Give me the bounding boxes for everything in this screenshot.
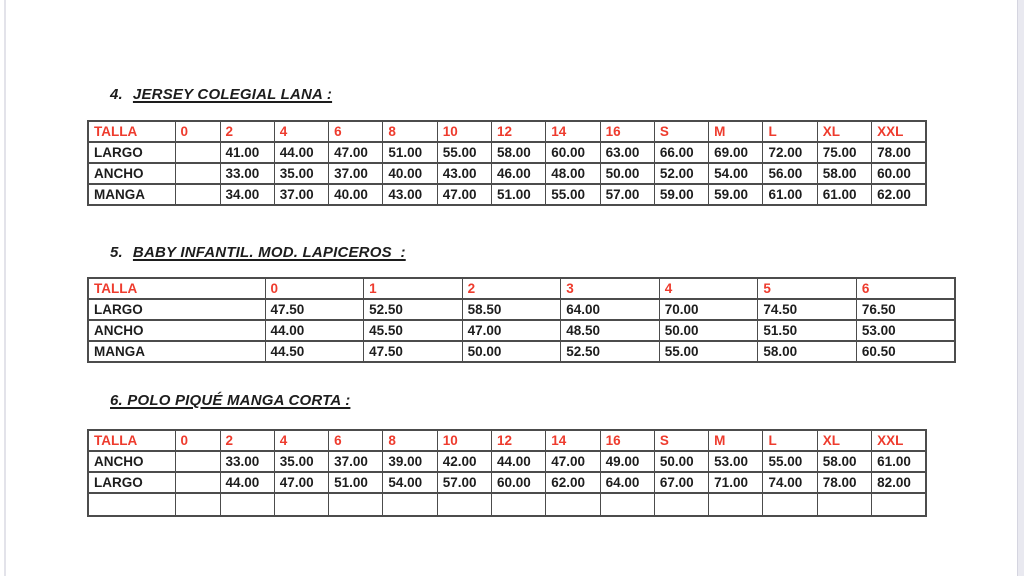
value-cell: 58.50 <box>462 299 561 320</box>
size-header-cell: XL <box>817 121 871 142</box>
measure-row <box>88 341 955 362</box>
value-cell: 52.50 <box>561 341 660 362</box>
measure-row <box>88 142 926 163</box>
value-cell: 50.00 <box>462 341 561 362</box>
measure-row <box>88 451 926 472</box>
value-cell: 82.00 <box>872 472 926 493</box>
value-cell: 72.00 <box>763 142 817 163</box>
value-cell: 44.00 <box>265 320 364 341</box>
size-header-cell: 4 <box>274 121 328 142</box>
size-header-cell: L <box>763 430 817 451</box>
empty-cell <box>329 493 383 516</box>
empty-cell <box>763 493 817 516</box>
measure-row <box>88 299 955 320</box>
value-cell: 58.00 <box>817 163 871 184</box>
value-cell: 57.00 <box>600 184 654 205</box>
row-label-cell: LARGO <box>88 472 175 493</box>
size-table-jersey <box>87 120 927 206</box>
size-header-cell: 3 <box>561 278 660 299</box>
value-cell: 47.00 <box>329 142 383 163</box>
size-header-cell: S <box>654 430 708 451</box>
value-cell: 50.00 <box>654 451 708 472</box>
row-label-cell: LARGO <box>88 142 175 163</box>
size-header-cell: 10 <box>437 430 491 451</box>
value-cell: 47.00 <box>462 320 561 341</box>
page-left-edge <box>4 0 6 576</box>
size-header-cell: XXL <box>872 430 926 451</box>
value-cell: 61.00 <box>763 184 817 205</box>
value-cell: 45.50 <box>364 320 463 341</box>
size-header-cell: 14 <box>546 121 600 142</box>
value-cell: 37.00 <box>329 163 383 184</box>
value-cell <box>175 184 220 205</box>
measure-row <box>88 472 926 493</box>
value-cell: 66.00 <box>654 142 708 163</box>
value-cell: 47.00 <box>274 472 328 493</box>
value-cell: 41.00 <box>220 142 274 163</box>
page-right-edge <box>1017 0 1024 576</box>
value-cell: 43.00 <box>383 184 437 205</box>
size-header-cell: 12 <box>491 430 545 451</box>
value-cell: 69.00 <box>709 142 763 163</box>
value-cell: 61.00 <box>872 451 926 472</box>
empty-cell <box>817 493 871 516</box>
row-label-cell: LARGO <box>88 299 265 320</box>
value-cell: 42.00 <box>437 451 491 472</box>
empty-row <box>88 493 926 516</box>
size-table-baby <box>87 277 956 363</box>
section-number: 4. <box>110 86 123 103</box>
value-cell: 55.00 <box>659 341 758 362</box>
size-header-cell: 6 <box>329 121 383 142</box>
value-cell: 78.00 <box>817 472 871 493</box>
empty-cell <box>872 493 926 516</box>
section-number: 5. <box>110 244 123 261</box>
empty-cell <box>274 493 328 516</box>
empty-cell <box>88 493 175 516</box>
value-cell: 55.00 <box>546 184 600 205</box>
talla-header-cell: TALLA <box>88 430 175 451</box>
value-cell <box>175 472 220 493</box>
value-cell: 74.50 <box>758 299 857 320</box>
value-cell: 54.00 <box>709 163 763 184</box>
size-header-cell: 0 <box>175 430 220 451</box>
measure-row <box>88 184 926 205</box>
empty-cell <box>437 493 491 516</box>
row-label-cell: ANCHO <box>88 451 175 472</box>
size-header-cell: XL <box>817 430 871 451</box>
value-cell: 52.00 <box>654 163 708 184</box>
size-header-cell: 16 <box>600 430 654 451</box>
value-cell: 56.00 <box>763 163 817 184</box>
value-cell: 47.50 <box>364 341 463 362</box>
value-cell: 40.00 <box>329 184 383 205</box>
measure-row <box>88 320 955 341</box>
value-cell <box>175 451 220 472</box>
value-cell: 62.00 <box>546 472 600 493</box>
size-header-cell: 10 <box>437 121 491 142</box>
empty-cell <box>600 493 654 516</box>
size-header-cell: 0 <box>175 121 220 142</box>
value-cell: 55.00 <box>437 142 491 163</box>
size-header-row <box>88 430 926 451</box>
value-cell: 54.00 <box>383 472 437 493</box>
value-cell: 37.00 <box>329 451 383 472</box>
size-header-cell: 4 <box>274 430 328 451</box>
row-label-cell: ANCHO <box>88 320 265 341</box>
size-header-cell: 5 <box>758 278 857 299</box>
size-header-cell: 2 <box>462 278 561 299</box>
size-header-cell: 8 <box>383 121 437 142</box>
size-header-cell: 6 <box>329 430 383 451</box>
value-cell: 58.00 <box>758 341 857 362</box>
value-cell: 50.00 <box>600 163 654 184</box>
value-cell: 60.00 <box>872 163 926 184</box>
size-header-cell: 0 <box>265 278 364 299</box>
size-header-cell: 8 <box>383 430 437 451</box>
value-cell: 53.00 <box>856 320 955 341</box>
measure-row <box>88 163 926 184</box>
value-cell: 37.00 <box>274 184 328 205</box>
value-cell: 61.00 <box>817 184 871 205</box>
section-title-text: JERSEY COLEGIAL LANA : <box>132 86 333 103</box>
value-cell: 51.00 <box>383 142 437 163</box>
value-cell: 51.00 <box>329 472 383 493</box>
empty-cell <box>220 493 274 516</box>
value-cell: 33.00 <box>220 163 274 184</box>
empty-cell <box>709 493 763 516</box>
value-cell: 48.50 <box>561 320 660 341</box>
size-header-cell: L <box>763 121 817 142</box>
value-cell: 35.00 <box>274 163 328 184</box>
size-header-cell: 4 <box>659 278 758 299</box>
value-cell: 40.00 <box>383 163 437 184</box>
section-title <box>110 244 956 261</box>
value-cell: 51.50 <box>758 320 857 341</box>
value-cell: 51.00 <box>491 184 545 205</box>
value-cell <box>175 163 220 184</box>
size-header-cell: S <box>654 121 708 142</box>
value-cell: 34.00 <box>220 184 274 205</box>
value-cell: 60.00 <box>546 142 600 163</box>
section-polo-pique <box>87 392 927 517</box>
value-cell: 67.00 <box>654 472 708 493</box>
empty-cell <box>175 493 220 516</box>
talla-header-cell: TALLA <box>88 278 265 299</box>
size-header-row <box>88 121 926 142</box>
size-header-cell: 2 <box>220 430 274 451</box>
talla-header-cell: TALLA <box>88 121 175 142</box>
value-cell: 49.00 <box>600 451 654 472</box>
empty-cell <box>491 493 545 516</box>
value-cell: 47.00 <box>437 184 491 205</box>
value-cell: 59.00 <box>709 184 763 205</box>
value-cell: 43.00 <box>437 163 491 184</box>
value-cell: 70.00 <box>659 299 758 320</box>
value-cell <box>175 142 220 163</box>
value-cell: 52.50 <box>364 299 463 320</box>
size-header-cell: 12 <box>491 121 545 142</box>
size-header-cell: 16 <box>600 121 654 142</box>
value-cell: 64.00 <box>600 472 654 493</box>
value-cell: 78.00 <box>872 142 926 163</box>
value-cell: 59.00 <box>654 184 708 205</box>
value-cell: 50.00 <box>659 320 758 341</box>
value-cell: 44.00 <box>491 451 545 472</box>
value-cell: 62.00 <box>872 184 926 205</box>
value-cell: 44.00 <box>220 472 274 493</box>
value-cell: 58.00 <box>491 142 545 163</box>
section-title <box>110 86 927 103</box>
value-cell: 46.00 <box>491 163 545 184</box>
section-title <box>110 392 927 409</box>
section-title-text: 6. POLO PIQUÉ MANGA CORTA : <box>110 392 351 409</box>
row-label-cell: MANGA <box>88 184 175 205</box>
value-cell: 47.00 <box>546 451 600 472</box>
size-header-cell: 1 <box>364 278 463 299</box>
size-header-cell: M <box>709 121 763 142</box>
value-cell: 44.50 <box>265 341 364 362</box>
value-cell: 74.00 <box>763 472 817 493</box>
value-cell: 64.00 <box>561 299 660 320</box>
value-cell: 75.00 <box>817 142 871 163</box>
size-header-row <box>88 278 955 299</box>
value-cell: 47.50 <box>265 299 364 320</box>
row-label-cell: MANGA <box>88 341 265 362</box>
size-header-cell: XXL <box>872 121 926 142</box>
size-header-cell: 2 <box>220 121 274 142</box>
value-cell: 44.00 <box>274 142 328 163</box>
value-cell: 48.00 <box>546 163 600 184</box>
size-header-cell: 14 <box>546 430 600 451</box>
value-cell: 76.50 <box>856 299 955 320</box>
value-cell: 71.00 <box>709 472 763 493</box>
value-cell: 58.00 <box>817 451 871 472</box>
value-cell: 39.00 <box>383 451 437 472</box>
section-jersey-colegial-lana <box>87 86 927 206</box>
value-cell: 33.00 <box>220 451 274 472</box>
value-cell: 53.00 <box>709 451 763 472</box>
value-cell: 60.50 <box>856 341 955 362</box>
empty-cell <box>546 493 600 516</box>
value-cell: 63.00 <box>600 142 654 163</box>
size-header-cell: M <box>709 430 763 451</box>
value-cell: 57.00 <box>437 472 491 493</box>
size-table-polo <box>87 429 927 517</box>
section-baby-infantil <box>87 244 956 363</box>
value-cell: 60.00 <box>491 472 545 493</box>
value-cell: 55.00 <box>763 451 817 472</box>
empty-cell <box>654 493 708 516</box>
value-cell: 35.00 <box>274 451 328 472</box>
size-header-cell: 6 <box>856 278 955 299</box>
empty-cell <box>383 493 437 516</box>
section-title-text: BABY INFANTIL. MOD. LAPICEROS : <box>132 244 406 261</box>
row-label-cell: ANCHO <box>88 163 175 184</box>
